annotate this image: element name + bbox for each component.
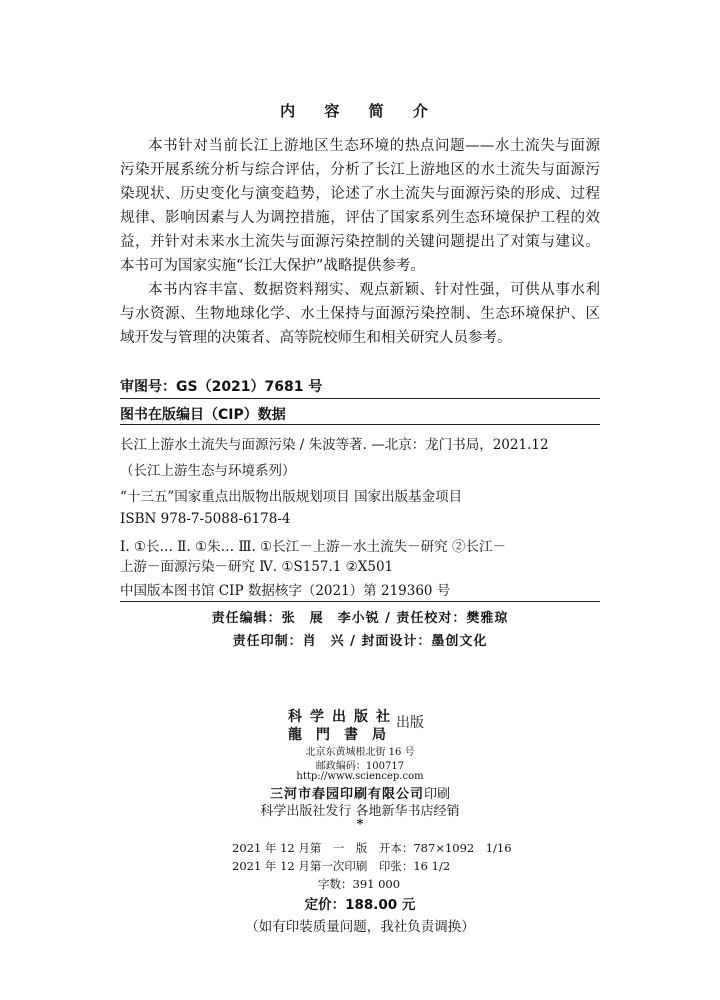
cip-line: “十三五”国家重点出版物出版规划项目 国家出版基金项目 xyxy=(120,489,463,505)
cip-heading: 图书在版编目（CIP）数据 xyxy=(120,407,286,423)
editor-credits: 责任编辑：张 展 李小锐 / 责任校对：樊雅琼 xyxy=(211,611,509,626)
intro-line: 污染开展系统分析与综合评估，分析了长江上游地区的水土流失与面源污 xyxy=(120,162,600,178)
edition-line: 2021 年 12 月第 一 版 开本：787×1092 1/16 xyxy=(232,841,512,855)
intro-line: 域开发与管理的决策者、高等院校师生和相关研究人员参考。 xyxy=(120,330,512,346)
intro-line: 与水资源、生物地球化学、水土保持与面源污染控制、生态环境保护、区 xyxy=(120,306,600,322)
quality-note: （如有印装质量问题，我社负责调换） xyxy=(245,919,475,935)
publisher-name-science-press: 科学出版社 xyxy=(288,709,398,725)
intro-line: 本书内容丰富、数据资料翔实、观点新颖、针对性强，可供从事水利 xyxy=(148,282,600,298)
cip-line: 上游－面源污染－研究 Ⅳ. ①S157.1 ②X501 xyxy=(120,559,394,575)
intro-line: 益，并针对未来水土流失与面源污染控制的关键问题提出了对策与建议。 xyxy=(120,234,600,250)
intro-line: 本书针对当前长江上游地区生态环境的热点问题——水土流失与面源 xyxy=(148,138,600,154)
intro-line: 染现状、历史变化与演变趋势，论述了水土流失与面源污染的形成、过程 xyxy=(120,186,600,202)
publish-word: 出版 xyxy=(396,715,424,731)
separator-star: * xyxy=(356,817,364,832)
intro-line: 规律、影响因素与人为调控措施，评估了国家系列生态环境保护工程的效 xyxy=(120,210,600,226)
cip-bottom-rule xyxy=(120,601,600,602)
cip-line: 中国版本图书馆 CIP 数据核字（2021）第 219360 号 xyxy=(120,583,451,599)
printer-name: 三河市春园印刷有限公司 xyxy=(269,787,424,802)
publisher-postcode: 邮政编码：100717 xyxy=(315,761,405,772)
intro-paragraph-2 xyxy=(120,278,600,350)
publisher-name-longmen: 龍門書局 xyxy=(288,727,400,743)
price: 定价：188.00 元 xyxy=(304,897,416,913)
cip-line: ISBN 978-7-5088-6178-4 xyxy=(120,511,291,527)
production-credits: 责任印制：肖 兴 / 封面设计：墨创文化 xyxy=(232,634,488,649)
page-title: 内 容 简 介 xyxy=(280,102,440,120)
cip-line: （长江上游生态与环境系列） xyxy=(120,463,296,479)
publisher-address: 北京东黄城根北街 16 号 xyxy=(305,747,415,758)
publisher-url: http://www.sciencep.com xyxy=(296,771,424,782)
distribution-line: 科学出版社发行 各地新华书店经销 xyxy=(260,804,460,819)
printer-word: 印刷 xyxy=(424,787,451,802)
cip-heading-rule xyxy=(120,424,600,425)
map-review-number: 审图号：GS（2021）7681 号 xyxy=(120,379,323,395)
intro-line: 本书可为国家实施“长江大保护”战略提供参考。 xyxy=(120,258,425,274)
printing-line: 2021 年 12 月第一次印刷 印张：16 1/2 xyxy=(232,859,451,873)
word-count: 字数：391 000 xyxy=(318,877,401,891)
cip-line: 长江上游水土流失与面源污染 / 朱波等著. —北京：龙门书局，2021.12 xyxy=(120,437,549,453)
cip-top-rule xyxy=(120,398,600,399)
intro-paragraph-1 xyxy=(120,134,600,278)
cip-line: Ⅰ. ①长… Ⅱ. ①朱… Ⅲ. ①长江－上游－水土流失－研究 ②长江－ xyxy=(120,539,506,555)
